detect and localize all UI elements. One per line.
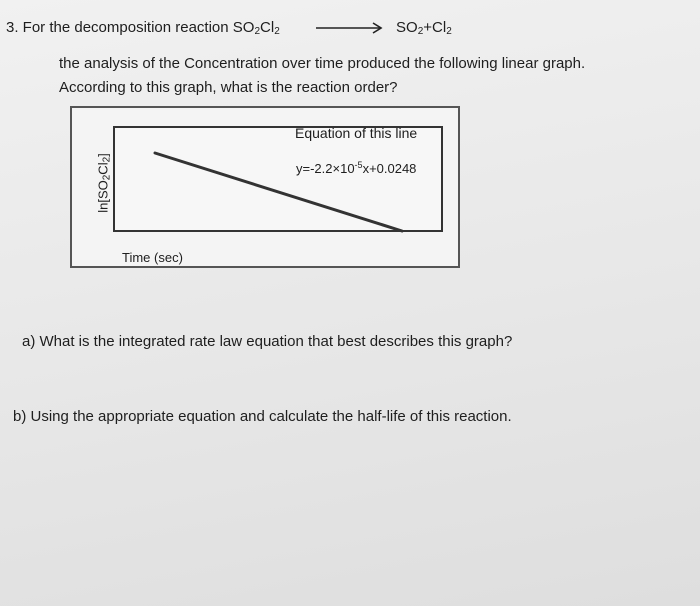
product-so-subscript: 2 (417, 26, 424, 37)
part-a-question: a) What is the integrated rate law equation that best describes this graph? (22, 333, 513, 350)
y-axis-label-suffix: ] (95, 153, 111, 157)
y-axis-label-sub-1: 2 (101, 174, 113, 181)
y-axis-label-cl: Cl (95, 162, 111, 175)
question-line-2: According to this graph, what is the reaction order? (59, 79, 398, 96)
x-axis-label: Time (sec) (122, 250, 183, 265)
equation-prefix: y=-2.2×10 (296, 161, 355, 176)
y-axis-label-prefix: ln[SO (95, 180, 111, 213)
y-axis-label-sub-2: 2 (101, 156, 113, 163)
product-so: SO (396, 19, 418, 36)
equation-suffix: x+0.0248 (362, 161, 417, 176)
product-cl: +Cl (423, 19, 447, 36)
reactant-subscript-2: 2 (274, 26, 280, 37)
equation-text (296, 160, 416, 176)
equation-title: Equation of this line (295, 125, 418, 141)
question-line-1: the analysis of the Concentration over time produced the following linear graph. (59, 55, 586, 72)
reactant-subscript-1: 2 (254, 26, 261, 37)
part-b-question: b) Using the appropriate equation and calculate the half-life of this reaction. (13, 408, 512, 425)
question-title-text: 3. For the decomposition reaction SO (6, 19, 255, 36)
reactant-cl: Cl (260, 19, 275, 36)
equation-exponent: -5 (354, 160, 363, 170)
y-axis-label (96, 153, 113, 213)
product-cl-subscript: 2 (446, 26, 452, 37)
